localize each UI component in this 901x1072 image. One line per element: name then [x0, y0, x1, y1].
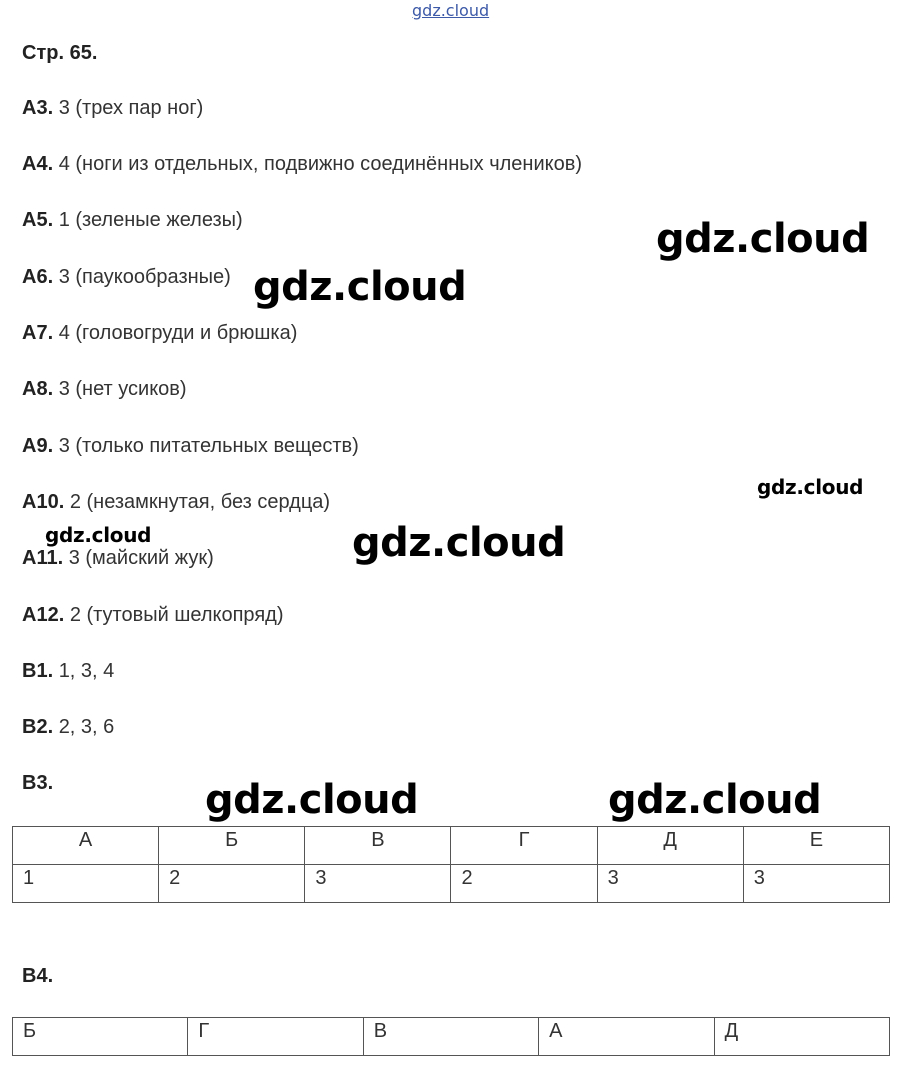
watermark: gdz.cloud	[45, 523, 152, 547]
answer-label: В1.	[22, 660, 54, 682]
table-cell: В	[363, 1018, 538, 1056]
table-cell: 3	[305, 865, 451, 903]
watermark: gdz.cloud	[253, 264, 467, 310]
answer-a12	[22, 603, 283, 627]
table-cell: 2	[451, 865, 597, 903]
table-header-row	[13, 827, 890, 865]
answer-a10	[22, 490, 330, 514]
b3-label-text: В3.	[22, 772, 54, 794]
table-cell: Г	[188, 1018, 363, 1056]
answer-text: 3 (только питательных веществ)	[58, 435, 359, 457]
answer-a4	[22, 152, 582, 176]
table-header-cell: Е	[743, 827, 889, 865]
answer-text: 2, 3, 6	[58, 716, 115, 738]
answer-label: А10.	[22, 491, 65, 513]
answer-label: А11.	[22, 547, 64, 569]
answer-label: А8.	[22, 378, 54, 400]
b4-label	[22, 964, 53, 988]
answer-label: А4.	[22, 153, 54, 175]
answer-text: 1 (зеленые железы)	[58, 209, 243, 231]
answer-a6	[22, 265, 231, 289]
watermark: gdz.cloud	[757, 475, 864, 499]
watermark: gdz.cloud	[352, 520, 566, 566]
b3-table	[12, 826, 890, 903]
watermark: gdz.cloud	[656, 216, 870, 262]
table-header-cell: Г	[451, 827, 597, 865]
answer-text: 2 (тутовый шелкопряд)	[69, 604, 284, 626]
table-cell: Д	[714, 1018, 889, 1056]
table-header-cell: А	[13, 827, 159, 865]
answer-a11	[22, 546, 214, 570]
table-row	[13, 865, 890, 903]
answer-text: 3 (трех пар ног)	[58, 97, 204, 119]
answer-text: 4 (головогруди и брюшка)	[58, 322, 298, 344]
answer-text: 4 (ноги из отдельных, подвижно соединённых члеников)	[58, 153, 583, 175]
table-header-cell: Д	[597, 827, 743, 865]
b3-label	[22, 771, 53, 795]
answer-label: А7.	[22, 322, 54, 344]
table-cell: 2	[159, 865, 305, 903]
answer-text: 3 (паукообразные)	[58, 266, 231, 288]
answer-text: 3 (нет усиков)	[58, 378, 187, 400]
answer-a3	[22, 96, 203, 120]
page-label-text: Стр. 65.	[22, 42, 98, 64]
answer-a8	[22, 377, 187, 401]
answer-b2	[22, 715, 114, 739]
answer-a5	[22, 208, 243, 232]
b4-label-text: В4.	[22, 965, 54, 987]
table-row	[13, 1018, 890, 1056]
answer-b1	[22, 659, 114, 683]
answer-a9	[22, 434, 359, 458]
watermark-top: gdz.cloud	[412, 1, 490, 20]
answer-label: А5.	[22, 209, 54, 231]
answer-text: 1, 3, 4	[58, 660, 115, 682]
answer-text: 2 (незамкнутая, без сердца)	[69, 491, 331, 513]
answer-label: А9.	[22, 435, 54, 457]
answer-label: А3.	[22, 97, 54, 119]
table-cell: 3	[597, 865, 743, 903]
answer-label: В2.	[22, 716, 54, 738]
watermark: gdz.cloud	[205, 777, 419, 823]
answer-label: А6.	[22, 266, 54, 288]
table-cell: А	[539, 1018, 714, 1056]
page-label	[22, 41, 97, 65]
answer-label: А12.	[22, 604, 65, 626]
answer-a7	[22, 321, 297, 345]
table-cell: Б	[13, 1018, 188, 1056]
answer-text: 3 (майский жук)	[68, 547, 214, 569]
table-header-cell: Б	[159, 827, 305, 865]
table-cell: 1	[13, 865, 159, 903]
b4-table	[12, 1017, 890, 1056]
watermark: gdz.cloud	[608, 777, 822, 823]
table-cell: 3	[743, 865, 889, 903]
table-header-cell: В	[305, 827, 451, 865]
